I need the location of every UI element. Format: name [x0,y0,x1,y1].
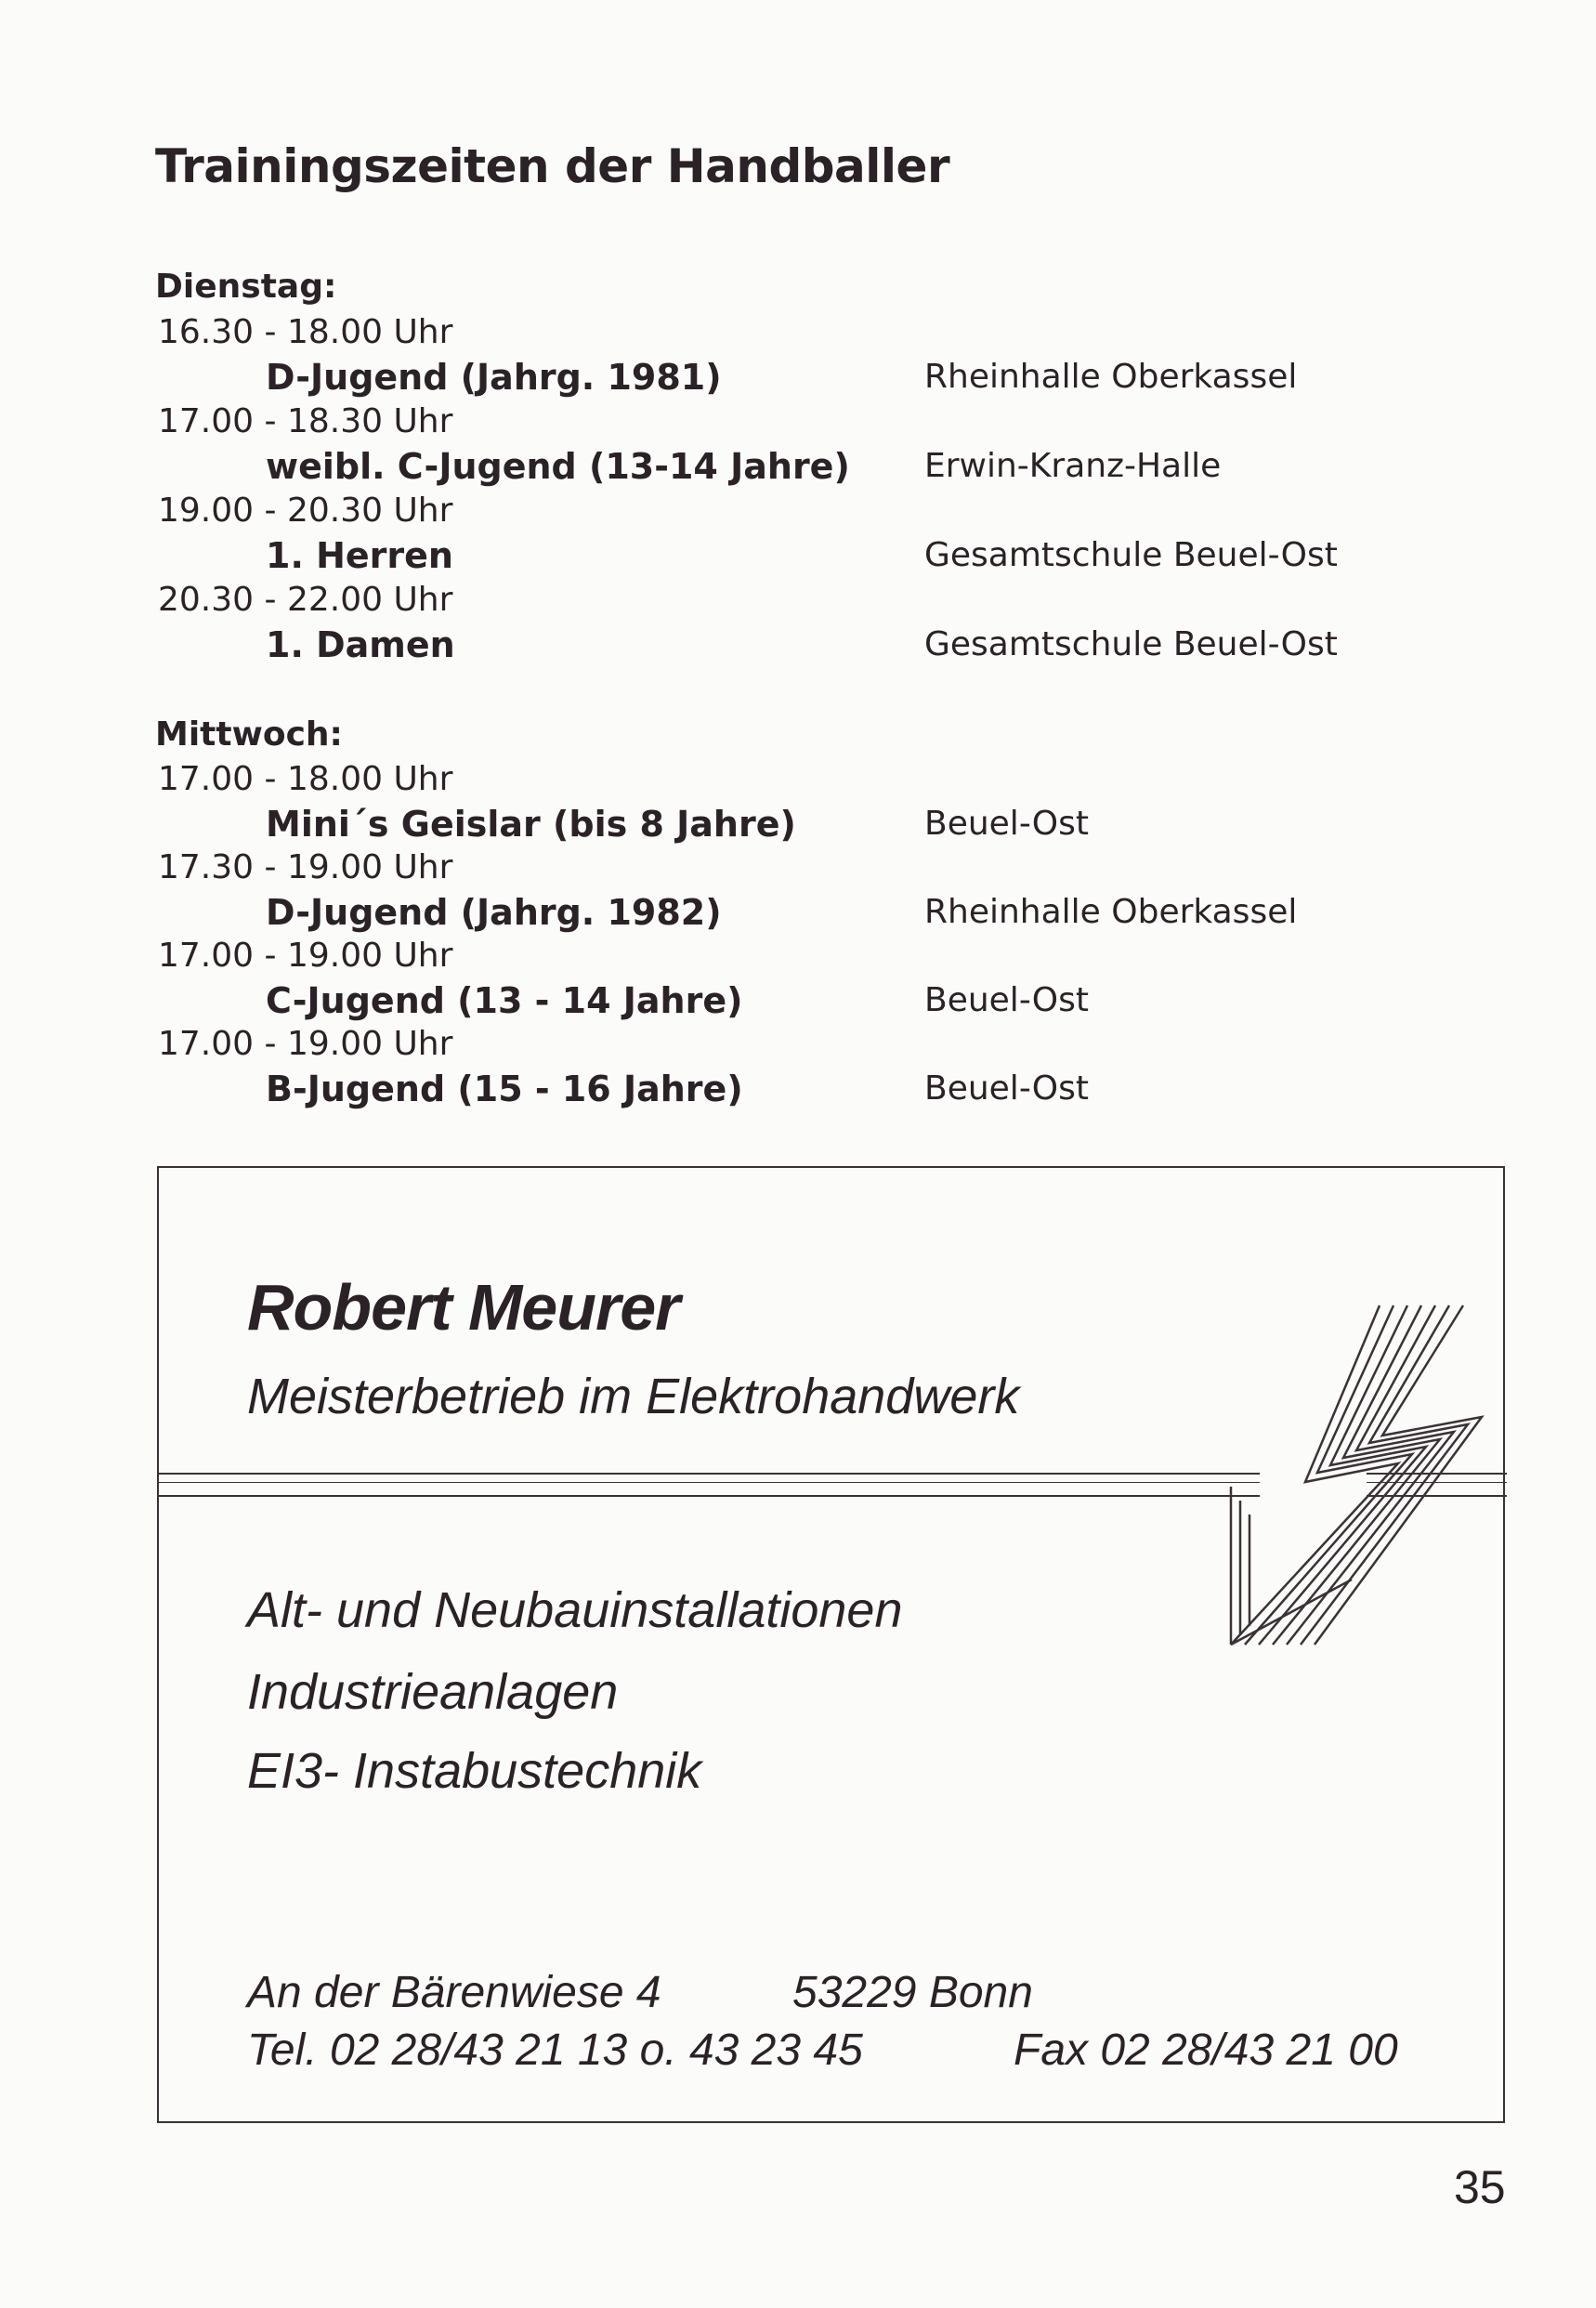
session-place: Gesamtschule Beuel-Ost [924,536,1338,574]
session-time: 17.00 - 19.00 Uhr [158,1025,453,1063]
session-place: Beuel-Ost [924,805,1090,843]
session-time: 20.30 - 22.00 Uhr [158,581,453,619]
session-team: 1. Damen [266,624,455,665]
session-time: 17.30 - 19.00 Uhr [158,848,453,886]
service-item: EI3- Instabustechnik [247,1743,702,1799]
company-name: Robert Meurer [247,1271,680,1344]
session-team: C-Jugend (13 - 14 Jahre) [266,980,743,1021]
company-subtitle: Meisterbetrieb im Elektrohandwerk [247,1369,1020,1424]
fax: Fax 02 28/43 21 00 [1014,2026,1398,2075]
session-team: Mini´s Geislar (bis 8 Jahre) [266,804,796,845]
session-team: D-Jugend (Jahrg. 1982) [266,892,722,933]
session-place: Rheinhalle Oberkassel [924,893,1298,931]
session-time: 17.00 - 18.00 Uhr [158,760,453,798]
session-team: B-Jugend (15 - 16 Jahre) [266,1069,743,1109]
session-team: weibl. C-Jugend (13-14 Jahre) [266,446,850,487]
day-heading-wednesday: Mittwoch: [155,715,343,754]
session-time: 17.00 - 18.30 Uhr [158,402,453,440]
session-place: Erwin-Kranz-Halle [924,447,1222,485]
session-team: D-Jugend (Jahrg. 1981) [266,357,722,398]
session-place: Beuel-Ost [924,1069,1090,1108]
day-heading-tuesday: Dienstag: [155,268,337,306]
session-time: 19.00 - 20.30 Uhr [158,492,453,530]
page-number: 35 [1454,2161,1506,2213]
session-time: 16.30 - 18.00 Uhr [158,313,453,351]
page-title: Trainingszeiten der Handballer [155,139,950,193]
lightning-bolt-logo [1078,929,1505,1654]
service-item: Industrieanlagen [247,1664,619,1720]
phone: Tel. 02 28/43 21 13 o. 43 23 45 [247,2026,863,2075]
session-team: 1. Herren [266,535,453,576]
session-place: Rheinhalle Oberkassel [924,358,1298,396]
city: 53229 Bonn [792,1968,1033,2017]
session-place: Beuel-Ost [924,981,1090,1019]
address: An der Bärenwiese 4 [247,1968,661,2017]
session-time: 17.00 - 19.00 Uhr [158,937,453,975]
session-place: Gesamtschule Beuel-Ost [924,625,1338,663]
service-item: Alt- und Neubauinstallationen [247,1582,903,1638]
